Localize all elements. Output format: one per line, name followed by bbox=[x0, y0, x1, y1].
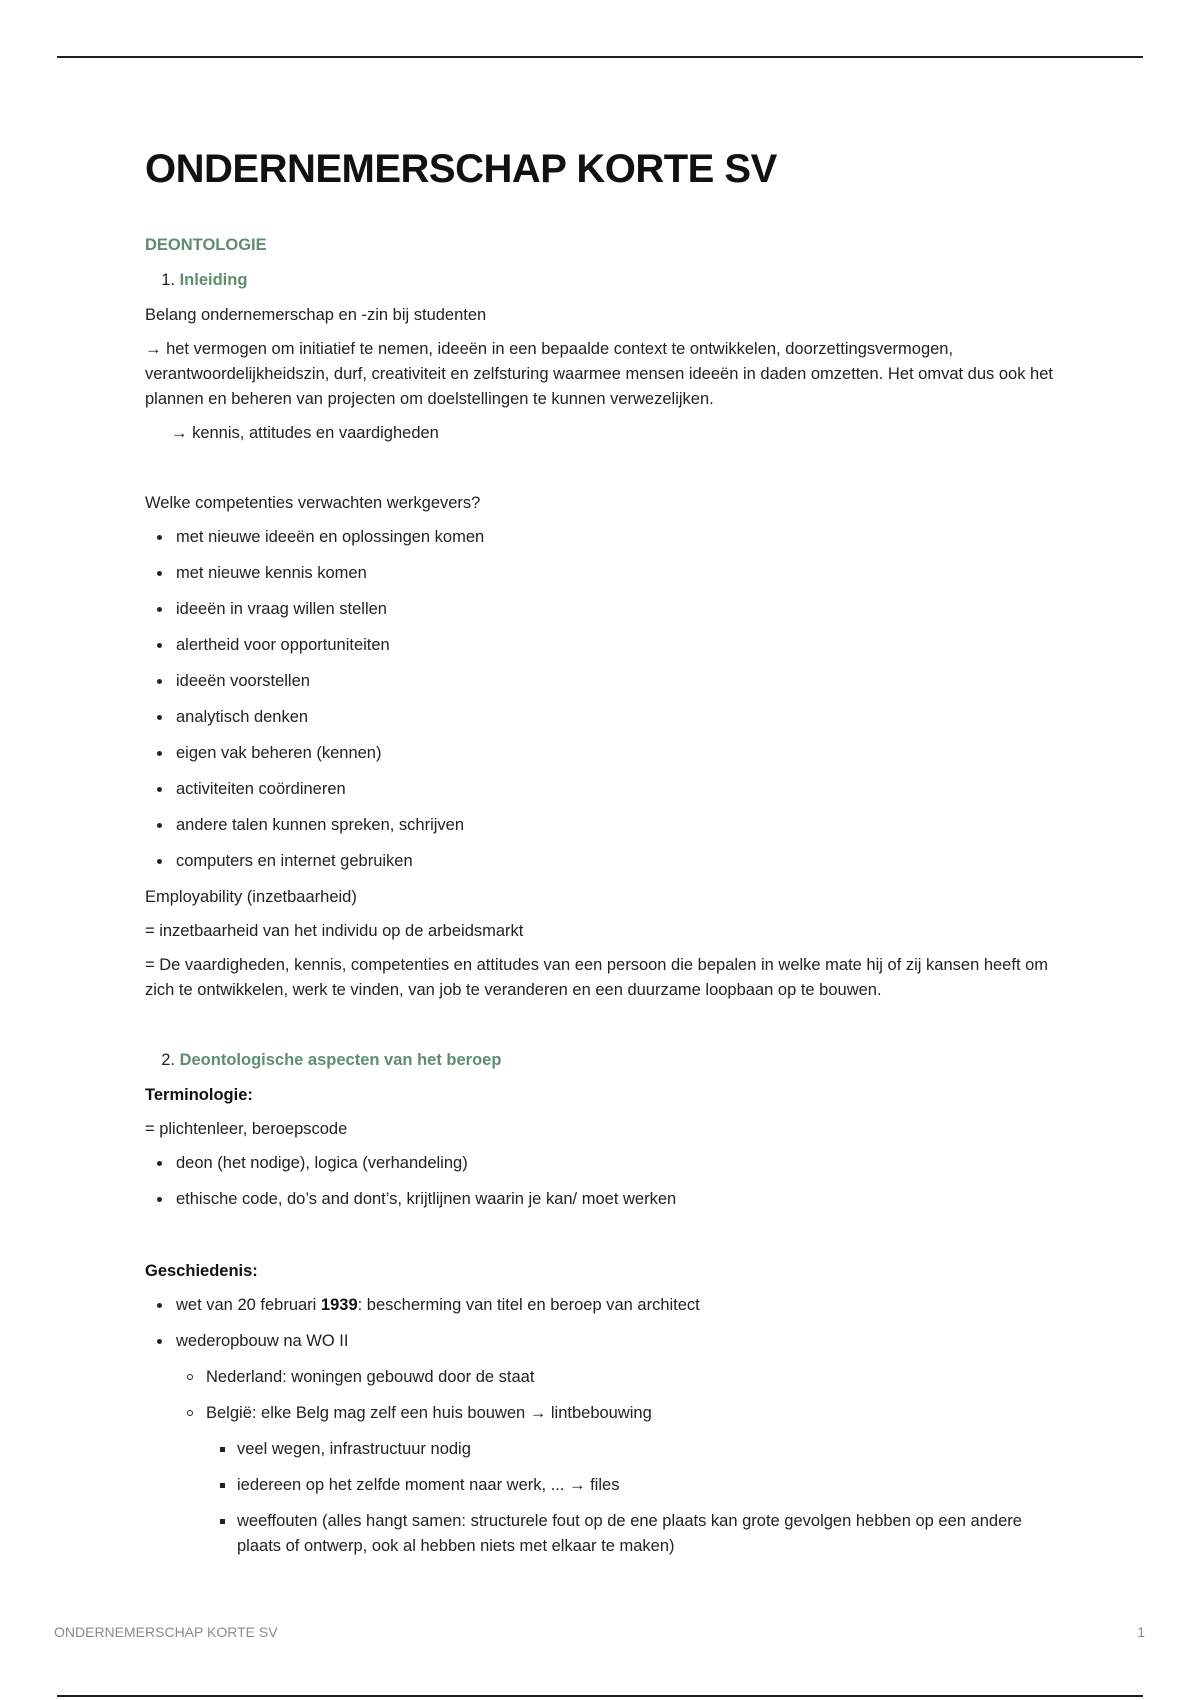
page-title: ONDERNEMERSCHAP KORTE SV bbox=[145, 147, 777, 191]
heading-number: 1. bbox=[161, 271, 175, 289]
sub-sub-list bbox=[145, 1437, 1065, 1559]
list-item: ideeën voorstellen bbox=[145, 669, 1065, 694]
text-run: wet van 20 februari bbox=[176, 1296, 321, 1314]
text-run-bold: 1939 bbox=[320, 1296, 358, 1314]
label-geschiedenis: Geschiedenis: bbox=[145, 1262, 258, 1280]
text-run: wederopbouw na WO II bbox=[176, 1332, 349, 1350]
heading-deontologische-aspecten bbox=[145, 1048, 1065, 1073]
list-item: met nieuwe kennis komen bbox=[145, 561, 1065, 586]
list-item: computers en internet gebruiken bbox=[145, 849, 1065, 874]
paragraph: = inzetbaarheid van het individu op de arbeidsmarkt bbox=[145, 922, 524, 940]
sub-sub-list-item: weeffouten (alles hangt samen: structurele fout op de ene plaats kan grote gevolgen hebben op een andere plaats of ontwerp, ook al hebben niets met elkaar te maken) bbox=[145, 1509, 1065, 1559]
sub-list bbox=[145, 1365, 1065, 1559]
spacer bbox=[145, 455, 1065, 491]
list-item bbox=[145, 1293, 1065, 1318]
spacer bbox=[145, 1223, 1065, 1259]
text-run: : bescherming van titel en beroep van architect bbox=[357, 1296, 700, 1314]
list-item: ideeën in vraag willen stellen bbox=[145, 597, 1065, 622]
paragraph: = De vaardigheden, kennis, competenties en attitudes van een persoon die bepalen in welke mate hij of zij kansen heeft om zich te ontwikkelen, werk te vinden, van job te veranderen en een duurzame loopbaan op te bouwen. bbox=[145, 956, 1049, 999]
footer-title: ONDERNEMERSCHAP KORTE SV bbox=[54, 1624, 278, 1640]
paragraph: Employability (inzetbaarheid) bbox=[145, 888, 357, 906]
list-item: met nieuwe ideeën en oplossingen komen bbox=[145, 525, 1065, 550]
document-body bbox=[145, 145, 1065, 1570]
paragraph: Belang ondernemerschap en -zin bij studenten bbox=[145, 306, 487, 324]
label-terminologie: Terminologie: bbox=[145, 1086, 253, 1104]
paragraph: → het vermogen om initiatief te nemen, ideeën in een bepaalde context te ontwikkelen, doorzettingsvermogen, verantwoordelijkheidszin, durf, creativiteit en zelfsturing waarmee mensen ideeën in daden omzetten. Het omvat dus ook het plannen en beheren van projecten om doelstellingen te kunnen verwezelijken. bbox=[145, 340, 1053, 408]
spacer bbox=[145, 1012, 1065, 1048]
sub-sub-list-item: iedereen op het zelfde moment naar werk, ... → files bbox=[145, 1473, 1065, 1498]
terminology-list bbox=[145, 1151, 1065, 1212]
heading-number: 2. bbox=[161, 1051, 175, 1069]
competencies-list bbox=[145, 525, 1065, 874]
paragraph-question: Welke competenties verwachten werkgevers? bbox=[145, 494, 481, 512]
sub-list-item bbox=[145, 1401, 1065, 1559]
list-item: ethische code, do’s and dont’s, krijtlijnen waarin je kan/ moet werken bbox=[145, 1187, 1065, 1212]
footer-page-number: 1 bbox=[1137, 1624, 1145, 1640]
bottom-rule bbox=[57, 1695, 1143, 1697]
paragraph: = plichtenleer, beroepscode bbox=[145, 1120, 348, 1138]
list-item: eigen vak beheren (kennen) bbox=[145, 741, 1065, 766]
list-item bbox=[145, 1329, 1065, 1559]
text-run: België: elke Belg mag zelf een huis bouwen → lintbebouwing bbox=[206, 1404, 652, 1422]
history-list bbox=[145, 1293, 1065, 1559]
list-item: analytisch denken bbox=[145, 705, 1065, 730]
sub-list-item: Nederland: woningen gebouwd door de staat bbox=[145, 1365, 1065, 1390]
paragraph-indented: → kennis, attitudes en vaardigheden bbox=[171, 424, 439, 442]
heading-text: Deontologische aspecten van het beroep bbox=[179, 1051, 502, 1069]
sub-sub-list-item: veel wegen, infrastructuur nodig bbox=[145, 1437, 1065, 1462]
list-item: activiteiten coördineren bbox=[145, 777, 1065, 802]
section-heading: DEONTOLOGIE bbox=[145, 236, 267, 254]
list-item: alertheid voor opportuniteiten bbox=[145, 633, 1065, 658]
list-item: andere talen kunnen spreken, schrijven bbox=[145, 813, 1065, 838]
list-item: deon (het nodige), logica (verhandeling) bbox=[145, 1151, 1065, 1176]
top-rule bbox=[57, 56, 1143, 58]
heading-inleiding bbox=[145, 268, 1065, 293]
heading-text: Inleiding bbox=[179, 271, 248, 289]
